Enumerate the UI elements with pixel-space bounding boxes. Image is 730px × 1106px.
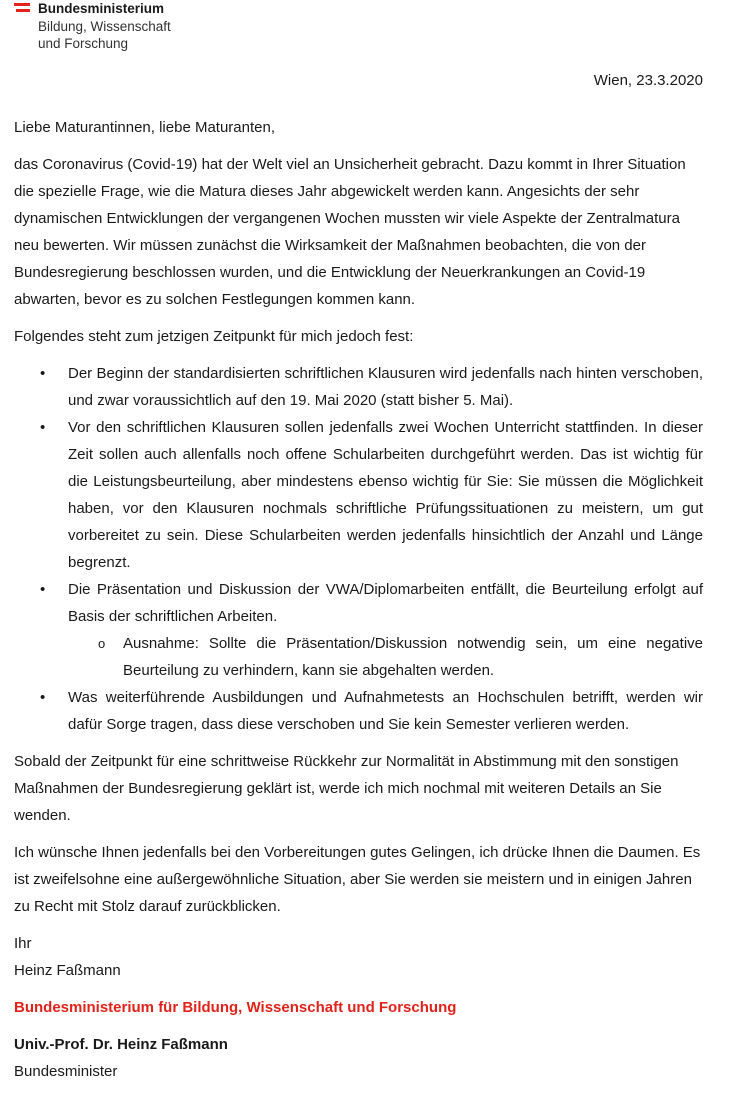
signatory-title-name: Univ.-Prof. Dr. Heinz Faßmann (14, 1036, 228, 1053)
letter-body (14, 114, 703, 1085)
bullet-icon: • (40, 581, 46, 598)
sub-list-item-text: Ausnahme: Sollte die Präsentation/Diskussion notwendig sein, um eine negative Beurteilung zu verhindern, kann sie abgehalten werden. (123, 635, 703, 679)
list-item-text: Was weiterführende Ausbildungen und Aufnahmetests an Hochschulen betrifft, werden wir dafür Sorge tragen, dass diese verschoben und Sie kein Semester verlieren werden. (68, 689, 703, 733)
logo-line-2: Bildung, Wissenschaft (38, 18, 171, 34)
list-item-text: Die Präsentation und Diskussion der VWA/Diplomarbeiten entfällt, die Beurteilung erfolgt auf Basis der schriftlichen Arbeiten. (68, 581, 703, 625)
ministry-logo (14, 0, 254, 56)
sub-list (68, 630, 703, 684)
key-points-list (14, 360, 703, 738)
letter-date: Wien, 23.3.2020 (593, 72, 703, 89)
intro-paragraph: das Coronavirus (Covid-19) hat der Welt viel an Unsicherheit gebracht. Dazu kommt in Ihrer Situation die spezielle Frage, wie die Matura dieses Jahr abgewickelt werden kann. Angesichts der sehr dynamischen Entwicklungen der vergangenen Wochen mussten wir viele Aspekte der Zentralmatura neu bewerten. Wir müssen zunächst die Wirksamkeit der Maßnahmen beobachten, die von der Bundesregierung beschlossen wurden, und die Entwicklung der Neuerkrankungen an Covid-19 abwarten, bevor es zu solchen Festlegungen kommen kann. (14, 156, 686, 308)
sub-list-item (68, 630, 703, 684)
logo-wordmark (38, 0, 171, 53)
closing: Ihr (14, 935, 32, 952)
list-item-text: Vor den schriftlichen Klausuren sollen jedenfalls zwei Wochen Unterricht stattfinden. In dieser Zeit sollen auch allenfalls noch offene Schularbeiten durchgeführt werden. Das ist wichtig für die Leistungsbeurteilung, aber mindestens ebenso wichtig für Sie: Sie müssen die Möglichkeit haben, vor den Klausuren nochmals schriftliche Prüfungssituationen zu meistern, um gut vorbereitet zu sein. Diese Schularbeiten werden jedenfalls hinsichtlich der Anzahl und Länge begrenzt. (68, 419, 703, 571)
wishes-paragraph: Ich wünsche Ihnen jedenfalls bei den Vorbereitungen gutes Gelingen, ich drücke Ihnen die Daumen. Es ist zweifelsohne eine außergewöhnliche Situation, aber Sie werden sie meistern und in einigen Jahren zu Recht mit Stolz darauf zurückblicken. (14, 844, 701, 915)
bullet-icon: • (40, 365, 46, 382)
ministry-name: Bundesministerium für Bildung, Wissenschaft und Forschung (14, 999, 457, 1016)
circle-bullet-icon: o (98, 636, 106, 651)
logo-line-3: und Forschung (38, 36, 129, 51)
list-item (14, 684, 703, 738)
list-item (14, 414, 703, 576)
list-item-text: Der Beginn der standardisierten schriftlichen Klausuren wird jedenfalls nach hinten verschoben, und zwar voraussichtlich auf den 19. Mai 2020 (statt bisher 5. Mai). (68, 365, 703, 409)
signature-name: Heinz Faßmann (14, 962, 121, 979)
list-intro: Folgendes steht zum jetzigen Zeitpunkt für mich jedoch fest: (14, 328, 414, 345)
list-item (14, 576, 703, 684)
list-item (14, 360, 703, 414)
logo-line-1: Bundesministerium (38, 1, 165, 16)
signatory-position: Bundesminister (14, 1063, 118, 1080)
bullet-icon: • (40, 419, 46, 436)
salutation: Liebe Maturantinnen, liebe Maturanten, (14, 119, 276, 136)
austrian-flag-bars-icon (14, 3, 30, 15)
followup-paragraph: Sobald der Zeitpunkt für eine schrittweise Rückkehr zur Normalität in Abstimmung mit den sonstigen Maßnahmen der Bundesregierung geklärt ist, werde ich mich nochmal mit weiteren Details an Sie wenden. (14, 753, 679, 824)
bullet-icon: • (40, 689, 46, 706)
